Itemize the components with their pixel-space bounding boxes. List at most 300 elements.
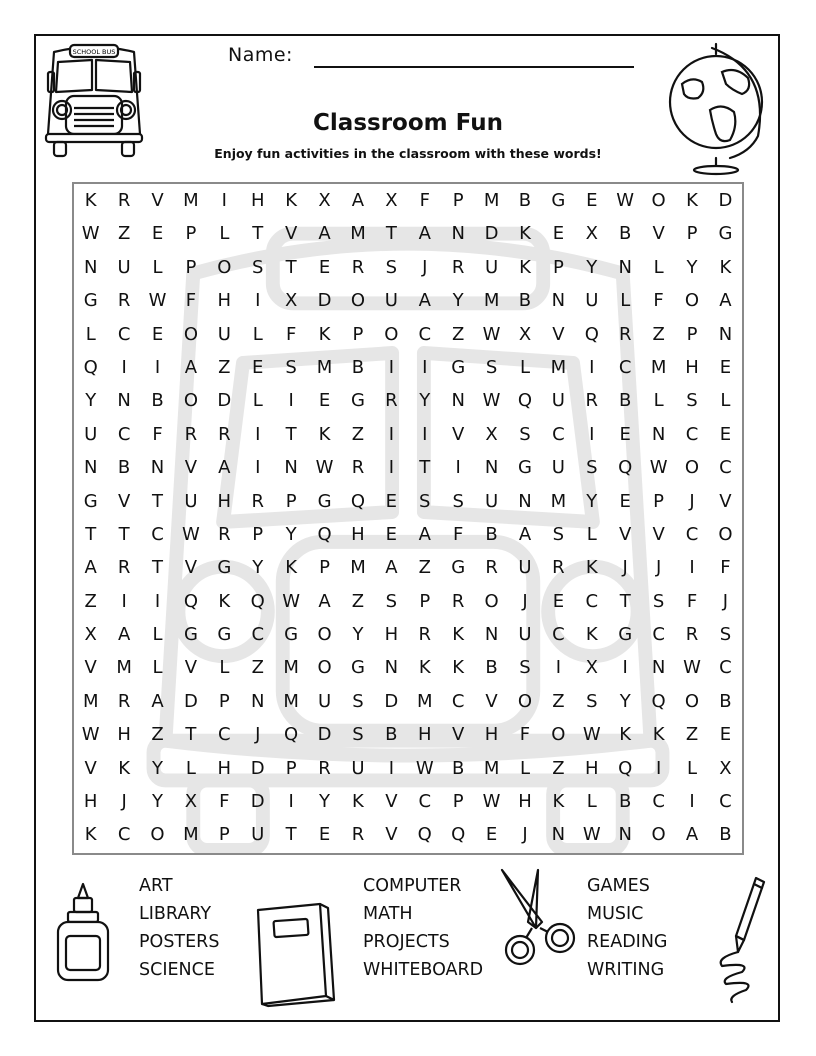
grid-letter[interactable]: V xyxy=(84,757,97,779)
grid-letter[interactable]: D xyxy=(384,690,399,712)
grid-letter[interactable]: E xyxy=(318,390,331,412)
grid-letter[interactable]: N xyxy=(451,390,465,412)
grid-letter[interactable]: N xyxy=(484,624,499,646)
grid-letter[interactable]: R xyxy=(184,423,198,445)
grid-letter[interactable]: P xyxy=(185,223,197,245)
grid-letter[interactable]: I xyxy=(221,190,227,211)
grid-letter[interactable]: M xyxy=(483,290,500,312)
grid-letter[interactable]: H xyxy=(685,356,699,378)
grid-letter[interactable]: I xyxy=(655,757,662,779)
grid-letter[interactable]: H xyxy=(484,724,499,746)
grid-letter[interactable]: P xyxy=(452,791,464,813)
grid-letter[interactable]: L xyxy=(620,290,631,312)
grid-letter[interactable]: C xyxy=(418,323,432,345)
grid-letter[interactable]: J xyxy=(689,490,695,512)
grid-letter[interactable]: B xyxy=(485,657,498,679)
grid-letter[interactable]: C xyxy=(151,523,164,545)
grid-letter[interactable]: V xyxy=(652,523,665,545)
grid-letter[interactable]: O xyxy=(684,290,700,312)
grid-letter[interactable]: B xyxy=(619,223,632,245)
grid-letter[interactable]: K xyxy=(418,657,431,679)
grid-letter[interactable]: O xyxy=(317,657,332,679)
grid-letter[interactable]: Y xyxy=(152,791,164,813)
grid-letter[interactable]: V xyxy=(184,457,198,479)
grid-letter[interactable]: G xyxy=(451,557,466,579)
grid-letter[interactable]: M xyxy=(417,690,433,712)
grid-letter[interactable]: M xyxy=(483,757,500,779)
grid-letter[interactable]: C xyxy=(685,523,699,545)
grid-letter[interactable]: J xyxy=(655,557,662,579)
grid-letter[interactable]: W xyxy=(148,290,167,312)
grid-letter[interactable]: F xyxy=(653,290,664,312)
grid-letter[interactable]: I xyxy=(121,356,127,378)
grid-letter[interactable]: S xyxy=(252,256,264,278)
grid-letter[interactable]: L xyxy=(219,657,230,679)
grid-letter[interactable]: F xyxy=(419,190,430,211)
grid-letter[interactable]: N xyxy=(484,457,499,479)
grid-letter[interactable]: X xyxy=(84,624,97,646)
grid-letter[interactable]: D xyxy=(217,390,232,412)
grid-letter[interactable]: O xyxy=(350,290,366,312)
grid-letter[interactable]: K xyxy=(719,256,732,278)
grid-letter[interactable]: O xyxy=(183,323,198,345)
grid-letter[interactable]: Z xyxy=(418,557,431,579)
grid-letter[interactable]: N xyxy=(551,290,566,312)
grid-letter[interactable]: C xyxy=(652,791,665,813)
grid-letter[interactable]: R xyxy=(117,557,131,579)
grid-letter[interactable]: W xyxy=(81,724,100,746)
grid-letter[interactable]: V xyxy=(385,824,398,846)
grid-letter[interactable]: H xyxy=(417,724,432,746)
grid-letter[interactable]: M xyxy=(350,223,366,245)
grid-letter[interactable]: N xyxy=(284,457,298,479)
grid-letter[interactable]: B xyxy=(117,457,131,479)
grid-letter[interactable]: K xyxy=(452,657,465,679)
grid-letter[interactable]: O xyxy=(484,590,499,612)
grid-letter[interactable]: Z xyxy=(84,590,97,612)
grid-letter[interactable]: L xyxy=(653,390,664,412)
grid-letter[interactable]: T xyxy=(252,223,264,245)
grid-letter[interactable]: A xyxy=(318,590,331,612)
grid-letter[interactable]: Y xyxy=(85,390,97,412)
grid-letter[interactable]: Z xyxy=(117,223,131,245)
grid-letter[interactable]: J xyxy=(722,590,729,612)
grid-letter[interactable]: K xyxy=(452,624,465,646)
grid-letter[interactable]: O xyxy=(684,690,700,712)
grid-letter[interactable]: Y xyxy=(352,624,364,646)
grid-letter[interactable]: S xyxy=(586,457,598,479)
grid-letter[interactable]: O xyxy=(551,724,566,746)
grid-letter[interactable]: Q xyxy=(618,457,633,479)
grid-letter[interactable]: R xyxy=(318,757,331,779)
grid-letter[interactable]: R xyxy=(618,323,632,345)
grid-letter[interactable]: M xyxy=(116,657,132,679)
grid-letter[interactable]: S xyxy=(686,390,698,412)
grid-letter[interactable]: P xyxy=(218,824,230,846)
grid-letter[interactable]: S xyxy=(285,356,297,378)
grid-letter[interactable]: E xyxy=(719,724,732,746)
grid-letter[interactable]: N xyxy=(618,256,632,278)
grid-letter[interactable]: I xyxy=(455,457,461,479)
grid-letter[interactable]: S xyxy=(352,724,364,746)
grid-letter[interactable]: E xyxy=(318,256,331,278)
grid-letter[interactable]: N xyxy=(451,223,465,245)
grid-letter[interactable]: B xyxy=(719,690,732,712)
grid-letter[interactable]: D xyxy=(718,190,733,211)
grid-letter[interactable]: H xyxy=(217,290,232,312)
grid-letter[interactable]: E xyxy=(385,490,398,512)
grid-letter[interactable]: B xyxy=(719,824,732,846)
grid-letter[interactable]: C xyxy=(451,690,465,712)
grid-letter[interactable]: N xyxy=(651,423,666,445)
grid-letter[interactable]: G xyxy=(83,490,98,512)
grid-letter[interactable]: R xyxy=(552,557,565,579)
grid-letter[interactable]: S xyxy=(485,356,498,378)
grid-letter[interactable]: Y xyxy=(319,791,331,813)
grid-letter[interactable]: U xyxy=(251,824,265,846)
grid-letter[interactable]: X xyxy=(318,190,331,211)
grid-letter[interactable]: P xyxy=(419,590,431,612)
grid-letter[interactable]: C xyxy=(685,423,699,445)
grid-letter[interactable]: T xyxy=(152,490,164,512)
grid-letter[interactable]: D xyxy=(484,223,499,245)
grid-letter[interactable]: G xyxy=(618,624,633,646)
grid-letter[interactable]: E xyxy=(318,824,331,846)
grid-letter[interactable]: B xyxy=(351,356,365,378)
grid-letter[interactable]: V xyxy=(452,724,465,746)
grid-letter[interactable]: S xyxy=(419,490,431,512)
grid-letter[interactable]: V xyxy=(619,523,632,545)
grid-letter[interactable]: Q xyxy=(651,690,666,712)
grid-letter[interactable]: R xyxy=(418,624,432,646)
grid-letter[interactable]: P xyxy=(218,690,230,712)
grid-letter[interactable]: L xyxy=(586,791,597,813)
grid-letter[interactable]: B xyxy=(485,523,498,545)
grid-letter[interactable]: V xyxy=(184,557,198,579)
grid-letter[interactable]: V xyxy=(151,190,164,211)
grid-letter[interactable]: G xyxy=(350,390,365,412)
grid-letter[interactable]: L xyxy=(519,356,530,378)
grid-letter[interactable]: E xyxy=(485,824,498,846)
grid-letter[interactable]: I xyxy=(255,457,261,479)
grid-letter[interactable]: A xyxy=(318,223,331,245)
grid-letter[interactable]: K xyxy=(352,791,364,813)
grid-letter[interactable]: K xyxy=(285,190,298,211)
grid-letter[interactable]: H xyxy=(217,757,232,779)
grid-letter[interactable]: T xyxy=(185,724,197,746)
grid-letter[interactable]: H xyxy=(585,757,599,779)
grid-letter[interactable]: L xyxy=(687,757,698,779)
grid-letter[interactable]: J xyxy=(255,724,261,746)
grid-letter[interactable]: X xyxy=(518,323,532,345)
grid-letter[interactable]: L xyxy=(720,390,731,412)
grid-letter[interactable]: R xyxy=(451,256,465,278)
grid-letter[interactable]: O xyxy=(217,256,232,278)
name-input-line[interactable] xyxy=(314,66,634,68)
grid-letter[interactable]: O xyxy=(183,390,198,412)
grid-letter[interactable]: B xyxy=(151,390,164,412)
grid-letter[interactable]: X xyxy=(585,657,598,679)
grid-letter[interactable]: P xyxy=(686,323,698,345)
grid-letter[interactable]: U xyxy=(217,323,231,345)
grid-letter[interactable]: G xyxy=(217,624,232,646)
grid-letter[interactable]: T xyxy=(285,423,297,445)
grid-letter[interactable]: K xyxy=(118,757,131,779)
grid-letter[interactable]: L xyxy=(252,323,263,345)
grid-letter[interactable]: X xyxy=(585,223,598,245)
grid-letter[interactable]: G xyxy=(183,624,198,646)
grid-letter[interactable]: W xyxy=(315,457,334,479)
grid-letter[interactable]: W xyxy=(415,757,434,779)
grid-letter[interactable]: Z xyxy=(218,356,231,378)
grid-letter[interactable]: P xyxy=(285,490,297,512)
grid-letter[interactable]: D xyxy=(317,724,332,746)
grid-letter[interactable]: Z xyxy=(151,724,164,746)
grid-letter[interactable]: J xyxy=(121,791,127,813)
grid-letter[interactable]: G xyxy=(350,657,365,679)
grid-letter[interactable]: K xyxy=(652,724,665,746)
grid-letter[interactable]: I xyxy=(255,423,261,445)
grid-letter[interactable]: T xyxy=(85,523,97,545)
grid-letter[interactable]: Y xyxy=(586,256,598,278)
grid-letter[interactable]: F xyxy=(720,557,731,579)
grid-letter[interactable]: G xyxy=(317,490,332,512)
grid-letter[interactable]: S xyxy=(385,256,398,278)
grid-letter[interactable]: L xyxy=(219,223,230,245)
grid-letter[interactable]: F xyxy=(219,791,230,813)
grid-letter[interactable]: B xyxy=(518,290,532,312)
grid-letter[interactable]: L xyxy=(152,624,163,646)
grid-letter[interactable]: K xyxy=(285,557,298,579)
grid-letter[interactable]: N xyxy=(384,657,399,679)
grid-letter[interactable]: R xyxy=(351,457,365,479)
grid-letter[interactable]: C xyxy=(251,624,265,646)
grid-letter[interactable]: T xyxy=(619,590,631,612)
grid-letter[interactable]: K xyxy=(585,557,598,579)
grid-letter[interactable]: N xyxy=(618,824,632,846)
grid-letter[interactable]: M xyxy=(283,657,299,679)
grid-letter[interactable]: E xyxy=(719,356,732,378)
grid-letter[interactable]: M xyxy=(316,356,333,378)
grid-letter[interactable]: E xyxy=(552,223,565,245)
grid-letter[interactable]: K xyxy=(318,323,331,345)
grid-letter[interactable]: Q xyxy=(451,824,466,846)
grid-letter[interactable]: J xyxy=(522,590,528,612)
grid-letter[interactable]: W xyxy=(683,657,701,679)
grid-letter[interactable]: V xyxy=(485,690,498,712)
grid-letter[interactable]: V xyxy=(184,657,198,679)
grid-letter[interactable]: I xyxy=(388,457,395,479)
grid-letter[interactable]: F xyxy=(452,523,464,545)
grid-letter[interactable]: B xyxy=(385,724,398,746)
grid-letter[interactable]: S xyxy=(719,624,732,646)
grid-letter[interactable]: M xyxy=(550,490,567,512)
grid-letter[interactable]: T xyxy=(419,457,431,479)
grid-letter[interactable]: Q xyxy=(517,390,533,412)
grid-letter[interactable]: B xyxy=(619,791,632,813)
grid-letter[interactable]: A xyxy=(84,557,97,579)
grid-letter[interactable]: V xyxy=(552,323,565,345)
grid-letter[interactable]: D xyxy=(183,690,198,712)
grid-letter[interactable]: E xyxy=(619,423,631,445)
grid-letter[interactable]: T xyxy=(118,523,130,545)
grid-letter[interactable]: Q xyxy=(183,590,198,612)
grid-letter[interactable]: U xyxy=(484,490,499,512)
grid-letter[interactable]: I xyxy=(422,423,428,445)
grid-letter[interactable]: K xyxy=(218,590,231,612)
grid-letter[interactable]: V xyxy=(452,423,465,445)
grid-letter[interactable]: U xyxy=(551,457,565,479)
grid-letter[interactable]: U xyxy=(585,290,599,312)
grid-letter[interactable]: K xyxy=(318,423,331,445)
grid-letter[interactable]: C xyxy=(117,423,131,445)
grid-letter[interactable]: A xyxy=(719,290,732,312)
grid-letter[interactable]: W xyxy=(582,824,601,846)
grid-letter[interactable]: I xyxy=(154,356,161,378)
grid-letter[interactable]: V xyxy=(719,490,732,512)
grid-letter[interactable]: F xyxy=(152,423,163,445)
grid-letter[interactable]: Z xyxy=(685,724,699,746)
grid-letter[interactable]: Q xyxy=(250,590,265,612)
grid-letter[interactable]: E xyxy=(719,423,732,445)
grid-letter[interactable]: E xyxy=(619,490,631,512)
grid-letter[interactable]: I xyxy=(288,791,294,813)
grid-letter[interactable]: V xyxy=(84,657,97,679)
grid-letter[interactable]: C xyxy=(117,824,131,846)
grid-letter[interactable]: R xyxy=(218,523,231,545)
grid-letter[interactable]: N xyxy=(551,824,566,846)
grid-letter[interactable]: M xyxy=(483,190,500,211)
grid-letter[interactable]: A xyxy=(418,523,431,545)
grid-letter[interactable]: N xyxy=(718,323,733,345)
grid-letter[interactable]: V xyxy=(652,223,665,245)
grid-letter[interactable]: I xyxy=(555,657,562,679)
grid-letter[interactable]: S xyxy=(385,590,398,612)
grid-letter[interactable]: V xyxy=(284,223,298,245)
grid-letter[interactable]: O xyxy=(317,624,332,646)
grid-letter[interactable]: A xyxy=(218,457,231,479)
grid-letter[interactable]: L xyxy=(653,256,664,278)
grid-letter[interactable]: U xyxy=(518,557,532,579)
grid-letter[interactable]: Z xyxy=(452,323,465,345)
grid-letter[interactable]: L xyxy=(152,657,163,679)
grid-letter[interactable]: S xyxy=(352,690,364,712)
grid-letter[interactable]: N xyxy=(83,457,98,479)
grid-letter[interactable]: Q xyxy=(83,356,98,378)
grid-letter[interactable]: T xyxy=(285,256,297,278)
grid-letter[interactable]: Y xyxy=(686,256,698,278)
grid-letter[interactable]: W xyxy=(616,190,635,211)
grid-letter[interactable]: V xyxy=(385,791,398,813)
grid-letter[interactable]: H xyxy=(117,724,131,746)
grid-letter[interactable]: F xyxy=(185,290,197,312)
grid-letter[interactable]: B xyxy=(451,757,465,779)
grid-letter[interactable]: P xyxy=(285,757,297,779)
grid-letter[interactable]: Q xyxy=(417,824,432,846)
grid-letter[interactable]: G xyxy=(518,457,532,479)
grid-letter[interactable]: C xyxy=(719,457,732,479)
grid-letter[interactable]: K xyxy=(519,256,531,278)
grid-letter[interactable]: J xyxy=(422,256,428,278)
grid-letter[interactable]: C xyxy=(418,791,432,813)
grid-letter[interactable]: I xyxy=(288,390,294,412)
grid-letter[interactable]: K xyxy=(686,190,698,211)
grid-letter[interactable]: G xyxy=(551,190,566,211)
grid-letter[interactable]: P xyxy=(686,223,698,245)
grid-letter[interactable]: E xyxy=(151,323,164,345)
grid-letter[interactable]: A xyxy=(151,690,164,712)
grid-letter[interactable]: O xyxy=(684,457,700,479)
grid-letter[interactable]: E xyxy=(552,590,565,612)
grid-letter[interactable]: P xyxy=(552,256,564,278)
grid-letter[interactable]: Q xyxy=(350,490,366,512)
grid-letter[interactable]: B xyxy=(619,390,632,412)
grid-letter[interactable]: Y xyxy=(619,690,631,712)
grid-letter[interactable]: E xyxy=(252,356,264,378)
grid-letter[interactable]: W xyxy=(282,590,301,612)
grid-letter[interactable]: J xyxy=(622,557,628,579)
grid-letter[interactable]: O xyxy=(718,523,733,545)
grid-letter[interactable]: U xyxy=(484,256,499,278)
grid-letter[interactable]: C xyxy=(117,323,131,345)
grid-letter[interactable]: X xyxy=(719,757,732,779)
grid-letter[interactable]: S xyxy=(452,490,464,512)
grid-letter[interactable]: J xyxy=(522,824,528,846)
grid-letter[interactable]: A xyxy=(184,356,198,378)
grid-letter[interactable]: U xyxy=(351,757,365,779)
grid-letter[interactable]: I xyxy=(255,290,261,312)
grid-letter[interactable]: Y xyxy=(452,290,464,312)
grid-letter[interactable]: P xyxy=(653,490,665,512)
grid-letter[interactable]: M xyxy=(183,190,199,211)
grid-letter[interactable]: A xyxy=(351,190,365,211)
grid-letter[interactable]: S xyxy=(552,523,565,545)
grid-letter[interactable]: N xyxy=(117,390,131,412)
grid-letter[interactable]: C xyxy=(652,624,665,646)
grid-letter[interactable]: I xyxy=(589,423,595,445)
grid-letter[interactable]: T xyxy=(285,824,297,846)
grid-letter[interactable]: M xyxy=(183,824,199,846)
grid-letter[interactable]: R xyxy=(218,423,231,445)
grid-letter[interactable]: H xyxy=(250,190,265,211)
grid-letter[interactable]: W xyxy=(482,390,501,412)
grid-letter[interactable]: C xyxy=(719,657,732,679)
grid-letter[interactable]: Z xyxy=(552,690,565,712)
grid-letter[interactable]: L xyxy=(85,323,96,345)
grid-letter[interactable]: I xyxy=(689,791,695,813)
grid-letter[interactable]: R xyxy=(585,390,599,412)
grid-letter[interactable]: L xyxy=(252,390,263,412)
grid-letter[interactable]: C xyxy=(719,791,732,813)
grid-letter[interactable]: K xyxy=(519,223,531,245)
grid-letter[interactable]: R xyxy=(351,824,365,846)
grid-letter[interactable]: W xyxy=(482,791,501,813)
grid-letter[interactable]: Y xyxy=(419,390,431,412)
grid-letter[interactable]: Q xyxy=(584,323,599,345)
grid-letter[interactable]: D xyxy=(250,791,265,813)
grid-letter[interactable]: Y xyxy=(152,757,164,779)
grid-letter[interactable]: T xyxy=(385,223,397,245)
grid-letter[interactable]: A xyxy=(117,624,131,646)
grid-letter[interactable]: H xyxy=(217,490,232,512)
grid-letter[interactable]: I xyxy=(388,757,395,779)
grid-letter[interactable]: U xyxy=(84,423,98,445)
grid-letter[interactable]: A xyxy=(518,523,532,545)
grid-letter[interactable]: N xyxy=(518,490,532,512)
grid-letter[interactable]: G xyxy=(217,557,232,579)
grid-letter[interactable]: U xyxy=(384,290,398,312)
grid-letter[interactable]: Q xyxy=(618,757,633,779)
